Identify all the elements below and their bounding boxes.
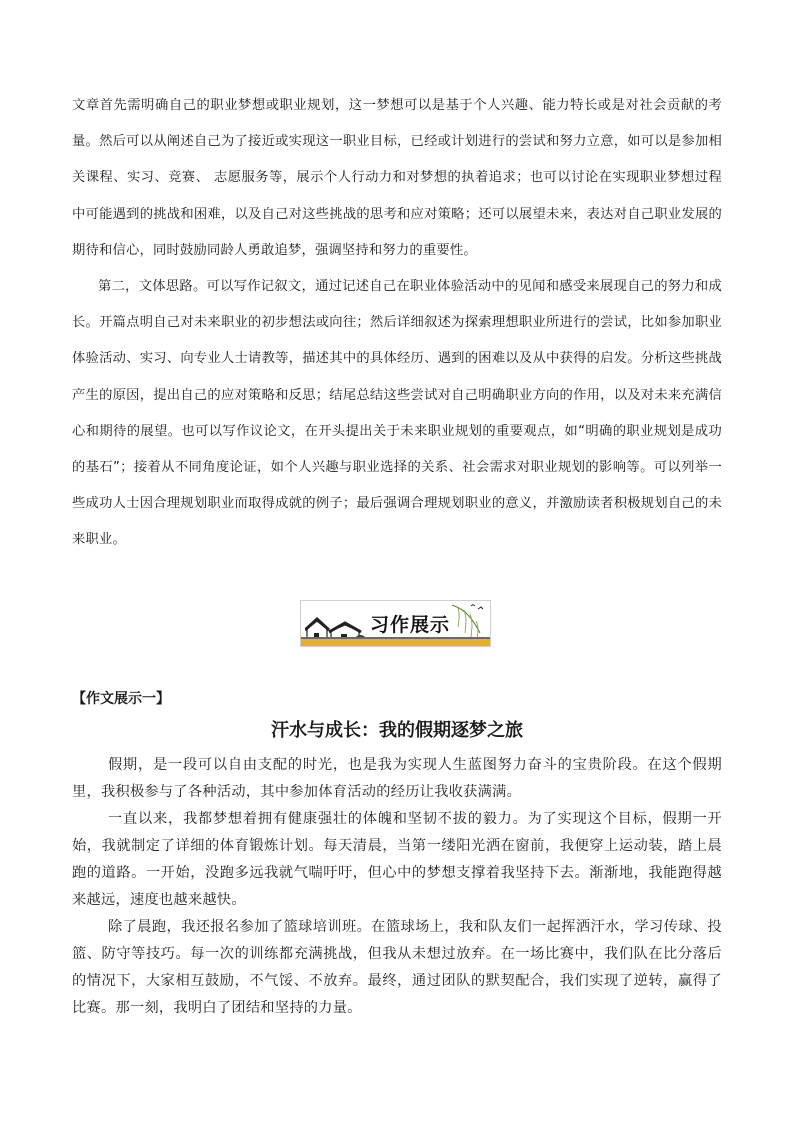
banner-base-bar (301, 639, 490, 646)
intro-paragraph-2: 第二，文体思路。可以写作记叙文，通过记述自己在职业体验活动中的见闻和感受来展现自己的努力和成长。开篇点明自己对未来职业的初步想法或向往；然后详细叙述为探索理想职业所进行的尝试，比如参加职业体验活动、实习、向专业人士请教等，描述其中的具体经历、遇到的困难以及从中获得的启发。分析这些挑战产生的原因，提出自己的应对策略和反思；结尾总结这些尝试对自己明确职业方向的作用，以及对未来充满信心和期待的展望。也可以写作议论文，在开头提出关于未来职业规划的重要观点，如“明确的职业规划是成功的基石”；接着从不同角度论证，如个人兴趣与职业选择的关系、社会需求对职业规划的影响等。可以列举一些成功人士因合理规划职业而取得成就的例子；最后强调合理规划职业的意义，并激励读者积极规划自己的未来职业。 (72, 279, 722, 548)
essay-title: 汗水与成长：我的假期逐梦之旅 (271, 720, 523, 741)
intro-paragraph-1: 文章首先需明确自己的职业梦想或职业规划，这一梦想可以是基于个人兴趣、能力特长或是对社会贡献的考量。然后可以从阐述自己为了接近或实现这一职业目标，已经或计划进行的尝试和努力立意，如可以是参加相关课程、实习、竞赛、 志愿服务等，展示个人行动力和对梦想的执着追求；也可以讨论在实现职业梦想过程中可能遇到的挑战和困难，以及自己对这些挑战的思考和应对策略；还可以展望未来，表达对自己职业发展的期待和信心，同时鼓励同龄人勇敢追梦，强调坚持和努力的重要性。 (72, 98, 722, 258)
essay-paragraph: 一直以来，我都梦想着拥有健康强壮的体魄和坚韧不拔的毅力。为了实现这个目标，假期一开始，我就制定了详细的体育锻炼计划。每天清晨，当第一缕阳光洒在窗前，我便穿上运动装，踏上晨跑的道路。一开始，没跑多远我就气喘吁吁，但心中的梦想支撑着我坚持下去。渐渐地，我能跑得越来越远，速度也越来越快。 (72, 811, 722, 908)
essay-paragraph: 除了晨跑，我还报名参加了篮球培训班。在篮球场上，我和队友们一起挥洒汗水，学习传球、投篮、防守等技巧。每一次的训练都充满挑战，但我从未想过放弃。在一场比赛中，我们队在比分落后的情况下，大家相互鼓励，不气馁、不放弃。最终，通过团队的默契配合，我们实现了逆转，赢得了比赛。那一刻，我明白了团结和坚持的力量。 (72, 919, 722, 1016)
banner-title: 习作展示 (369, 614, 450, 636)
essay-label: 【作文展示一】 (72, 691, 170, 707)
essay-paragraph: 假期，是一段可以自由支配的时光，也是我为实现人生蓝图努力奋斗的宝贵阶段。在这个假期里，我积极参与了各种活动，其中参加体育活动的经历让我收获满满。 (72, 757, 722, 800)
section-banner (300, 600, 491, 647)
